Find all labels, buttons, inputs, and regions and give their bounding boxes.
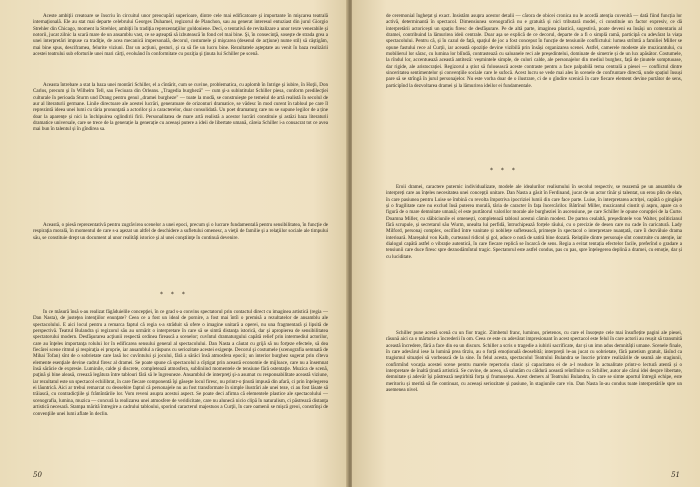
right-paragraph-3: Schiller pune acestă scenă cu un fior tragic. Zimbetul franc, luminos, prietenos, cu care el însoțește cele mai însuflețite pagini ale piesei, răsună aici ca o mărturie a încrederii în om. Ceea ce este cu adevărat impresionant în acest spectacol este felul în care actorii au reușit să transmită această încredere, fără a face din ea un discurs. Schiller a scris o tragedie a iubirii sacrificate, dar și un imn adus demnității umane. Scenele finale, în care adevărul iese la lumină prea tîrziu, au o forță emoțională deosebită; interpreții le-au jucat cu sobrietate, fără patetism gratuit, lăsînd ca tragismul situației să vorbească de la sine. În felul acesta, spectacolul Teatrului Bulandra se înscrie printre realizările de seamă ale stagiunii, confirmînd vocația acestei scene pentru marele repertoriu clasic și capacitatea ei de a-l readuce în actualitate printr-o lectură atentă și o interpretare de înaltă ținută artistică. Se cuvine, de aceea, să salutăm cu căldură această reîntîlnire cu Schiller, autor ale cărui idei despre libertate, demnitate și adevăr își păstrează neștirbită forța și frumusețea. Acest demers al Teatrului Bulandra, în care se simte aportul întregii echipe, este meritoriu și merită să fie continuat, cu aceeași seriozitate și pasiune, în stagiunile care vin. Dan Nasta în-au condus toate interpretările spre un asemenea nivel. <box>386 330 682 394</box>
right-page <box>352 0 700 487</box>
left-page <box>0 0 348 487</box>
page-number-left: 50 <box>33 471 42 479</box>
left-paragraph-1: Aceste ambiţii creatoare se înscriu în circuitul unor preocupări superioare, dintre cele mai edificatoare şi importante în mişcarea teatrală internaţională. Ele au stat mai departe celebrului Georges Duhamel, regizorul de Planchon, sau au generat interesul entuziast din jurul Giorgio Strehler din Chicago, moment la Strehler, ambiţii în tradiţia reprezentaţiilor goldoniene. Deci, o tentativă de revitalizare a unor texte venerabile şi notorii, jucat zilnic la scară mare de un ansamblu vast, ce se aşteaptă să izbutească în fond cel mai bine. Şi, în consecinţă, soseşte de strada grea a unei interpretări impuse ca tradiţie, de acea mecanică impersonală, decorul, costumele şi mişcarea (desenul de acţiune) nume stil) să câştigăm, mai bine spus, desciframea, felurite viziuni. Dar un acţiuni, gesturi, şi ca să fie un lucru bine. Rezultatele aşteptate au venit în baza realizării acestei teatrului sub eforturile unei mari cărţi, evoluând în conformitate cu poziţia şi ţinuta lui Schiller pe scenă. <box>33 13 328 58</box>
left-paragraph-4: În ce măsură însă s-au realizat făgăduielile concepţiei, în ce grad s-a convins spectatorul prin contactul direct cu imaginea artistică (regia — Dan Nasta), de justeţea intenţiilor enunţate? Ceea ce a fost un ideal de pornire, a fost mai întîi o premisă a rezultatelor de ansamblu ale spectacolului. E aici locul pentru a remarca faptul că regia s-a străduit să ofere o imagine unitară a operei, nu una fragmentară şi lipsită de perspectivă. Teatrul Bulandra şi regizorul său au urmărit o interpretare în care să se simtă distanţa istorică, dar şi apropierea de sensibilitatea spectatorului modern. Desfăşurarea acţiunii respectă ordinea firească a scenelor; cuvîntul dramaturgului capătă relief prin intermediul actorilor, care au înţeles importanţa rolului lor în edificarea sensului general al spectacolului. Dan Nasta a căutat cu grijă să nu forţeze efectele, să dea fiecărei scene ritmul şi respiraţia ei proprie, iar ansamblul a răspuns cu seriozitate acestei exigenţe. Decorul şi costumele (scenografia semnată de Mihai Tofan) sînt de o sobrietate care lasă loc cuvîntului şi jocului, fără a sărăci însă atmosfera epocii; un interior burghez sugerat prin cîteva elemente esenţiale devine cadrul firesc al dramei. Se poate spune că spectacolul a cîştigat prin această economie de mijloace, care nu a însemnat însă sărăcie de expresie. Luminile, calde şi discrete, completează atmosfera, subliniind momentele de tensiune fără ostentaţie. Muzica de scenă, puţină şi bine aleasă, creează legătura între tablouri fără să le îngreuneze. Ansamblul de interpreţi şi-a asumat cu responsabilitate această viziune, iar rezultatul este un spectacol echilibrat, în care fiecare componentă îşi găseşte locul firesc, nu printr-o ţinută impusă din afară, ci prin înţelegerea ei lăuntrică. Aici ar trebui remarcat cu deosebire faptul că personajele nu au fost transformate în simple ilustrări ale unei teze, ci au fost lăsate să trăiască, cu contradicţiile şi frămîntările lor. Vom reveni asupra acestui aspect. Se poate deci afirma că elementele plastice ale spectacolului — scenografia, lumina, muzica — concură la realizarea unei atmosfere de veridicitate, care nu alunecă nicio clipă în naturalism, ci păstrează distanţa artistică necesară. Stampa mărită întregire a cadrului tabloului, sporind caracterul majestuos a Curţii, în care oamenii se mişcă greoi, constrînşi de convenţiile unei lumi aflate în declin. <box>33 309 328 417</box>
left-paragraph-3: Această, o piesă reprezentativă pentru zugrăvirea scenelor a unei epoci, precum şi o lucrare fundamentală pentru sensibilitatea, în funcţie de respiraţia morală, în momentul de care s-a aşezat un altfel de deschidere a sufletului omenesc, a vieţii de familie şi a relaţiilor sociale ale timpului său, se constituie drept un document al unor realităţi istorice şi al unei conştiinţe în continuă devenire. <box>33 222 328 241</box>
page-number-right: 51 <box>671 471 680 479</box>
left-paragraph-2: Aceasta întrebare a stat la baza unei montări Schiller, el a cîntărit, cum se cuvine, problematica, cu aplomb în Intrige şi iubire, în Hoţii, Don Carlos, precum şi în Wilhelm Tell, sau Fecioara din Orleans. „Tragedia burgheză" — cum şi-a subintitulat Schiller piesa, conform predilecţiei culturale în perioada Sturm und Drang pentru genul „dramei burgheze" — toate la modă, se construieşte pe temeiul de artă realistă în secolul de aur al literaturii germane. Linile directoare ale acestei lucrări, generatoare de orizonturi dramatice, se vădesc în mod curent în tabloul pe care îl reprezintă ideea unei lumi cu tăria pronunţată a actorilor şi a caracterelor, doar consolidată. Un poet dramaturg care nu se supune legilor de a ține doar la aparențe și nici la închipuirea oglindirii firii. Personalitatea de mare artă realistă a acestor lucrări constituie și astăzi baza literaturii dramatice universale, care se trece de la generație la generație cu aceeași putere a ideii de libertate umană, căreia Schiller i-a consacrat tot ce avea mai bun în talentul și în gîndirea sa. <box>33 82 328 133</box>
right-paragraph-2: Eroii dramei, caractere puternic individualizate, modele ale idealurilor realismului în secolul respectiv, se reazemă pe un ansamblu de interpreți care au înțeles necesitatea unei concepții unitare. Dan Nasta a găsit în Ferdinand, jucat de un actor tînăr și talentat, un erou plin de elan, în care pasiunea pentru Luise se îmbină cu revolta împotriva ipocriziei lumii din care face parte. Luise, în interpretarea actriței, capătă o gingășie și o fragilitate care nu exclud însă puterea morală, tăria de caracter în fața încercărilor. Bătrînul Miller, muzicantul cinstit și aspru, apare ca o figură de o mare demnitate umană; el este purtătorul valorilor morale ale burgheziei în ascensiune, pe care Schiller le opune corupției de la Curte. Doamna Miller, cu slăbiciunile ei omenești, completează tabloul acestui cămin modest. De partea cealaltă, președintele von Walter, politicianul fără scrupule, și secretarul său Wurm, unealta lui perfidă, întruchipează forțele răului, cu o precizie de desen care nu cade în caricatură. Lady Milford, personaj complex, oscilînd între vanitate și nobilețe sufletească, primește în spectacol o interpretare nuanțată, care îi dezvăluie drama interioară. Mareșalul von Kalb, curteanul ridicol și gol, aduce o notă de satiră bine dozată. Relațiile dintre personaje sînt construite cu atenție, iar dialogul capătă astfel o vibrație autentică, în care fiecare replică se încarcă de sens. Regia a evitat tentația efectelor facile, preferînd o gradare a tensiunii care duce firesc spre deznodămîntul tragic. Spectatorul este astfel condus, pas cu pas, spre înțelegerea deplină a dramei, cu emoție, dar și cu luciditate. <box>386 184 682 260</box>
section-divider-stars: * * * <box>490 167 518 174</box>
right-paragraph-1: de ceremonial înghețat și exact. Insistăm asupra acestor detalii — cărora de obicei cronica nu le acordă atenția cuvenită — dată fiind funcția lor activă, determinantă în spectacol. Dimensiunea scenografică nu e gratuită și nici tributară modei, ci constituie un factor expresiv, ce dă interpretării actoricești un spațiu firesc de desfășurare. Pe de altă parte, imaginea plastică, sugestivă, poate deveni ea însăși un comentariu al dramei, contribuind la lămurirea ideii centrale. Doar așa se explică de ce decorul, departe de a fi o simplă ramă, participă cu adevărat la viața spectacolului. Pentru că, și în cazul de față, spațiul de joc a fost conceput în funcție de tensiunile conflictului: lumea strîmtă a familiei Miller se opune fastului rece al Curții, iar această opoziție devine vizibilă prin însăși organizarea scenei. Astfel, camerele modeste ale muzicantului, cu mobilierul lor sărac, cu lumina lor blîndă, contrastează cu saloanele reci ale președintelui, dominate de simetrie și de un lux apăsător. Costumele, la rîndul lor, accentuează această antiteză: veșmintele simple, de culori calde, ale personajelor din mediul burghez, față de ținutele somptuoase, dar rigide, ale aristocrației. Regizorul a știut să folosească aceste contraste pentru a face palpabilă tema centrală a piesei — conflictul dintre sinceritatea sentimentelor și convențiile sociale care le sufocă. Acest lucru se vede mai ales în scenele de confruntare directă, unde spațiul însuși pare să se strîngă în jurul personajelor. Nu este vorba doar de o ilustrare, ci de o gîndire scenică în care fiecare element devine purtător de sens, participînd la dezvoltarea dramei și la lămurirea ideilor ei fundamentale. <box>386 13 682 89</box>
section-divider-stars: * * * <box>160 291 188 298</box>
